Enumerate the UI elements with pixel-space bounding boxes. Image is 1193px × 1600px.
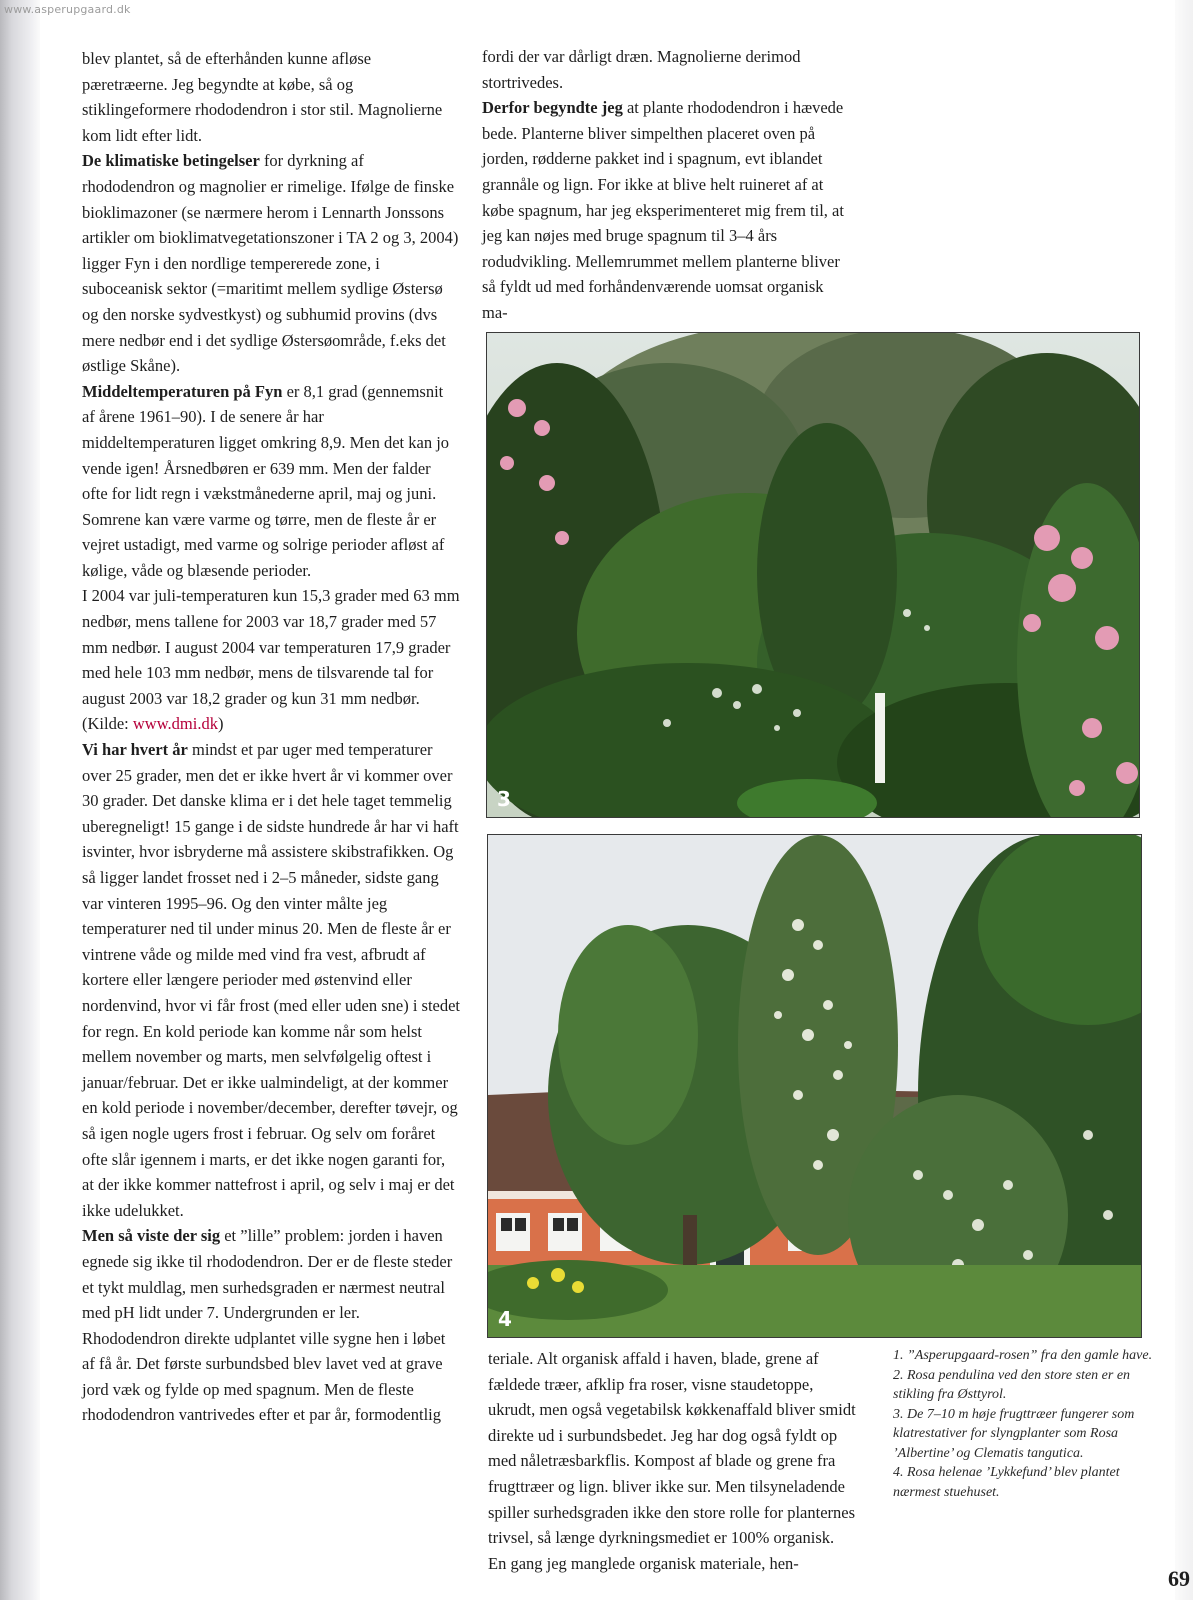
photo-number: 3 xyxy=(497,787,511,811)
right-column-top xyxy=(482,44,852,326)
paragraph: teriale. Alt organisk affald i haven, blade, grene af fældede træer, afklip fra roser, visne staudetoppe, ukrudt, men også vegetabilsk køkkenaffald bliver smidt direkte ud i surbundsbedet. Jeg har dog også fyldt op med nåletræsbarkflis. Kompost af blade og grene fra frugttræer og lign. bliver ikke sur. Men tilsyneladende spiller surhedsgraden ikke den store rolle for planternes trivsel, så længe dyrkningsmediet er 100% organisk. xyxy=(488,1349,856,1548)
photo-number: 4 xyxy=(498,1307,512,1331)
caption: 3. De 7–10 m høje frugttræer fungerer som klatrestativer for slyngplanter som Rosa ’Albertine’ og Clematis tangutica. xyxy=(893,1406,1135,1461)
page-gutter-right xyxy=(1175,0,1193,1600)
left-column xyxy=(82,46,460,1428)
paragraph: I 2004 var juli-temperaturen kun 15,3 grader med 63 mm nedbør, mens tallene for 2003 var 18,7 grader med 57 mm nedbør. I august 2004 var temperaturen 17,9 grader med hele 103 mm nedbør, mens de tilsvarende tal for august 2003 var 18,2 grader og kun 31 mm nedbør. xyxy=(82,586,460,708)
page-number: 69 xyxy=(1168,1566,1190,1591)
house-photo-drawing xyxy=(488,835,1141,1337)
caption: 2. Rosa pendulina ved den store sten er en stikling fra Østtyrol. xyxy=(893,1367,1131,1402)
page-gutter-left xyxy=(0,0,40,1600)
paragraph: Men så viste der sig et ”lille” problem: jorden i haven egnede sig ikke til rhododendron. Der er de fleste steder et tykt muldlag, men surhedsgraden er nærmest neutral med pH lidt under 7. Undergrunden er ler. Rhododendron direkte udplantet ville sygne hen i løbet af få år. Det første surbundsbed blev lavet ved at grave jord væk og fylde op med spagnum. Men de fleste rhododendron vantrivedes efter et par år, formodentlig xyxy=(82,1226,453,1425)
paragraph: blev plantet, så de efterhånden kunne afløse pæretræerne. Jeg begyndte at købe, så og stiklingeformere rhododendron i stor stil. Magnolierne kom lidt efter lidt. xyxy=(82,49,443,145)
paragraph: De klimatiske betingelser for dyrkning af rhododendron og magnolier er rimelige. Ifølge de finske bioklimazoner (se nærmere herom i Lennarth Jonssons artikler om bioklimatvegetationszoner i TA 2 og 3, 2004) ligger Fyn i den nordlige tempererede zone, i suboceanisk sektor (=maritimt mellem sydlige Østersø og den norske sydvestkyst) og subhumid provins (dvs mere nedbør end i det sydlige Østersøområde, f.eks det østlige Skåne). xyxy=(82,151,459,376)
paragraph: En gang jeg manglede organisk materiale, hen- xyxy=(488,1553,799,1573)
paragraph: Derfor begyndte jeg at plante rhododendron i hævede bede. Planterne bliver simpelthen placeret oven på jorden, rødderne pakket ind i spagnum, evt iblandet grannåle og lign. For ikke at blive helt ruineret af at købe spagnum, har jeg eksperimenteret mig frem til, at jeg kan nøjes med bruge spagnum til 3–4 års rodudvikling. Mellemrummet mellem planterne bliver så fyldt ud med forhåndenværende uomsat organisk ma- xyxy=(482,98,844,322)
watermark: www.asperupgaard.dk xyxy=(4,3,131,16)
garden-photo-drawing xyxy=(487,333,1139,817)
right-column-bottom xyxy=(488,1346,860,1576)
source-line: (Kilde: www.dmi.dk) xyxy=(82,714,224,734)
photo-garden-trees xyxy=(486,332,1140,818)
paragraph: Vi har hvert år mindst et par uger med temperaturer over 25 grader, men det er ikke hvert år vi kommer over 30 grader. Det danske klima er i det hele taget temmelig uberegneligt! 15 gange i de sidste hundrede år har vi haft isvinter, hvor isbryderne må assistere skibstrafikken. Og så ligger landet frosset ned i 2–5 måneder, sidste gang var vinteren 1995–96. Og den vinter målte jeg temperaturer ned til under minus 20. Men de fleste år er vintrene våde og milde med vind fra vest, afbrudt af kortere eller længere perioder med østenvind eller nordenvind, hvor vi får frost (med eller uden sne) i stedet for regn. En kold periode kan komme når som helst mellem november og marts, men selvfølgelig oftest i januar/februar. Det er ikke ualmindeligt, at der kommer en kold periode i november/december, derefter tøvejr, og så igen nogle ugers frost i februar. Og selv om foråret ofte slår igennem i marts, er det ikke nogen garanti for, at der ikke kommer nattefrost i april, og selv i maj er det ikke udelukket. xyxy=(82,740,461,1220)
photo-captions xyxy=(893,1346,1163,1502)
dmi-link[interactable]: www.dmi.dk xyxy=(132,714,218,734)
paragraph: fordi der var dårligt dræn. Magnolierne derimod stortrivedes. xyxy=(482,47,801,92)
photo-house-rose xyxy=(487,834,1142,1338)
caption: 4. Rosa helenae ’Lykkefund’ blev plantet nærmest stuehuset. xyxy=(893,1465,1120,1500)
paragraph: Middeltemperaturen på Fyn er 8,1 grad (gennemsnit af årene 1961–90). I de senere år har middeltemperaturen ligget omkring 8,9. Men det kan jo vende igen! Årsnedbøren er 639 mm. Men der falder ofte for lidt regn i vækstmånederne april, maj og juni. Somrene kan være varme og tørre, men de fleste år er vejret ustadigt, med varme og solrige perioder afløst af kølige, våde og blæsende perioder. xyxy=(82,381,450,580)
caption: 1. ”Asperupgaard-rosen” fra den gamle have. xyxy=(893,1348,1153,1363)
